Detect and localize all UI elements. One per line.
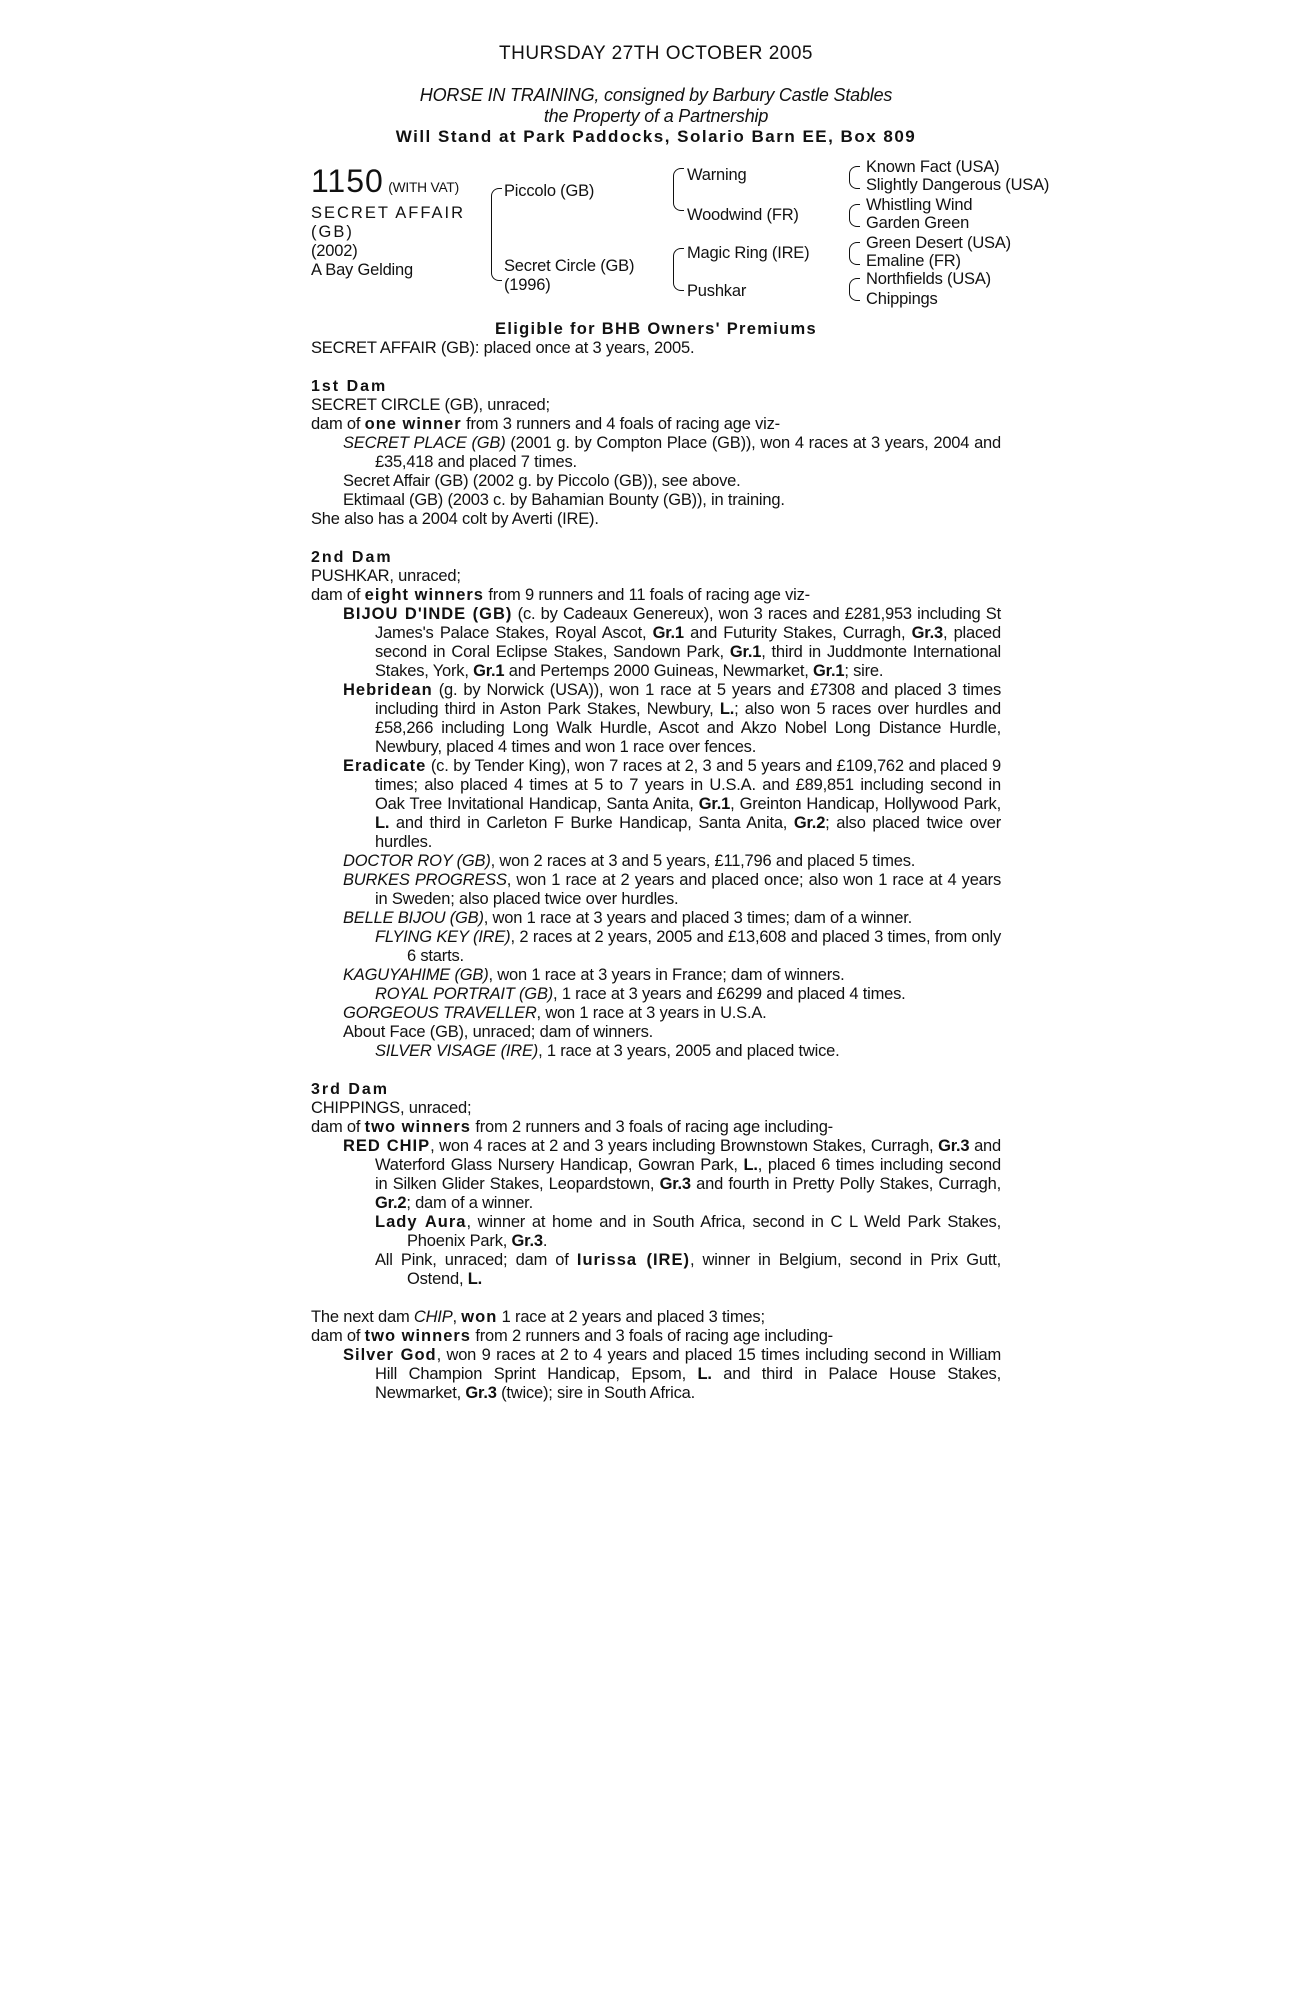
third-dam-produce: dam of two winners from 2 runners and 3 foals of racing age including- xyxy=(311,1118,833,1136)
first-dam-name: SECRET CIRCLE (GB), unraced; xyxy=(311,396,550,414)
brace-bottom xyxy=(673,266,684,291)
brace-top xyxy=(491,188,502,231)
produce-entry: Silver God, won 9 races at 2 to 4 years and placed 15 times including second in William Hill Champion Sprint Handicap, Epsom, L. and third in Palace House Stakes, Newmarket, Gr.3 (twice); sire in South Africa. xyxy=(343,1346,1001,1402)
produce-entry: Hebridean (g. by Norwick (USA)), won 1 race at 5 years and £7308 and placed 3 times including third in Aston Park Stakes, Newbury, L.; also won 5 races over hurdles and £58,266 including Long Walk Hurdle, Ascot and Akzo Nobel Long Distance Hurdle, Newbury, placed 4 times and won 1 race over fences. xyxy=(343,681,1001,756)
produce-entry: DOCTOR ROY (GB), won 2 races at 3 and 5 years, £11,796 and placed 5 times. xyxy=(343,852,916,870)
produce-entry: Lady Aura, winner at home and in South Africa, second in C L Weld Park Stakes, Phoenix Park, Gr.3. xyxy=(375,1213,1001,1250)
vat-note: (WITH VAT) xyxy=(388,180,460,195)
dam: Secret Circle (GB) xyxy=(504,257,635,275)
dds: Northfields (USA) xyxy=(866,270,991,288)
lot-number-block xyxy=(311,164,459,198)
property-line: the Property of a Partnership xyxy=(543,106,769,126)
horse-name: SECRET AFFAIR xyxy=(311,204,466,222)
sire-dam: Woodwind (FR) xyxy=(687,206,799,224)
dsd: Emaline (FR) xyxy=(866,252,961,270)
brace-bottom xyxy=(849,252,860,265)
sds: Whistling Wind xyxy=(866,196,973,214)
second-dam-name: PUSHKAR, unraced; xyxy=(311,567,461,585)
horse-year: (2002) xyxy=(311,242,358,260)
produce-entry: SILVER VISAGE (IRE), 1 race at 3 years, 2005 and placed twice. xyxy=(375,1042,840,1060)
brace-bottom xyxy=(849,214,860,227)
sdd: Garden Green xyxy=(866,214,970,232)
second-dam-produce: dam of eight winners from 9 runners and 11 foals of racing age viz- xyxy=(311,586,810,604)
produce-entry: BELLE BIJOU (GB), won 1 race at 3 years and placed 3 times; dam of a winner. xyxy=(343,909,913,927)
sale-date: THURSDAY 27TH OCTOBER 2005 xyxy=(499,43,813,64)
dam-sire: Magic Ring (IRE) xyxy=(687,244,810,262)
sire-sire: Warning xyxy=(687,166,747,184)
brace-bottom xyxy=(849,176,860,189)
third-dam-name: CHIPPINGS, unraced; xyxy=(311,1099,472,1117)
produce-entry: RED CHIP, won 4 races at 2 and 3 years including Brownstown Stakes, Curragh, Gr.3 and Waterford Glass Nursery Handicap, Gowran Park, L., placed 6 times including second in Silken Glider Stakes, Leopardstown, Gr.3 and fourth in Pretty Polly Stakes, Curragh, Gr.2; dam of a winner. xyxy=(343,1137,1002,1212)
horse-country: (GB) xyxy=(311,223,354,241)
catalogue-page xyxy=(311,43,1050,1403)
dam-dam: Pushkar xyxy=(687,282,747,300)
horse-description: A Bay Gelding xyxy=(311,261,413,279)
pedigree-table xyxy=(311,158,1050,314)
produce-entry: ROYAL PORTRAIT (GB), 1 race at 3 years and £6299 and placed 4 times. xyxy=(375,985,906,1003)
brace-bottom xyxy=(491,230,502,281)
produce-entry: Eradicate (c. by Tender King), won 7 races at 2, 3 and 5 years and £109,762 and placed 9 times; also placed 4 times at 5 to 7 years in U.S.A. and £89,851 including second in Oak Tree Invitational Handicap, Santa Anita, Gr.1, Greinton Handicap, Hollywood Park, L. and third in Carleton F Burke Handicap, Santa Anita, Gr.2; also placed twice over hurdles. xyxy=(343,757,1002,851)
first-dam-produce: dam of one winner from 3 runners and 4 foals of racing age viz- xyxy=(311,415,780,433)
produce-entry: KAGUYAHIME (GB), won 1 race at 3 years in France; dam of winners. xyxy=(343,966,845,984)
produce-entry: Secret Affair (GB) (2002 g. by Piccolo (GB)), see above. xyxy=(343,472,741,490)
produce-note: She also has a 2004 colt by Averti (IRE). xyxy=(311,510,599,528)
first-dam-heading: 1st Dam xyxy=(311,378,388,395)
sire: Piccolo (GB) xyxy=(504,182,595,200)
brace-top xyxy=(673,168,684,187)
produce-entry: Ektimaal (GB) (2003 c. by Bahamian Bounty (GB)), in training. xyxy=(343,491,785,509)
produce-entry: BIJOU D'INDE (GB) (c. by Cadeaux Genereux), won 3 races and £281,953 including St James's Palace Stakes, Royal Ascot, Gr.1 and Futurity Stakes, Curragh, Gr.3, placed second in Coral Eclipse Stakes, Sandown Park, Gr.1, third in Juddmonte International Stakes, York, Gr.1 and Pertemps 2000 Guineas, Newmarket, Gr.1; sire. xyxy=(343,605,1001,680)
sss: Known Fact (USA) xyxy=(866,158,1000,176)
produce-entry: BURKES PROGRESS, won 1 race at 2 years and placed once; also won 1 race at 4 years in Sweden; also placed twice over hurdles. xyxy=(343,871,1001,908)
lot-number: 1150 xyxy=(311,163,384,199)
produce-entry: GORGEOUS TRAVELLER, won 1 race at 3 years in U.S.A. xyxy=(343,1004,767,1022)
third-dam-heading: 3rd Dam xyxy=(311,1081,390,1098)
next-dam-line: The next dam CHIP, won 1 race at 2 years and placed 3 times; xyxy=(311,1308,765,1326)
race-summary: SECRET AFFAIR (GB): placed once at 3 years, 2005. xyxy=(311,339,695,357)
produce-entry: All Pink, unraced; dam of Iurissa (IRE), winner in Belgium, second in Prix Gutt, Ostend, L. xyxy=(375,1251,1001,1288)
second-dam-heading: 2nd Dam xyxy=(311,549,393,566)
dss: Green Desert (USA) xyxy=(866,234,1011,252)
ddd: Chippings xyxy=(866,290,938,308)
brace-bottom xyxy=(673,186,684,211)
produce-entry: SECRET PLACE (GB) (2001 g. by Compton Place (GB)), won 4 races at 3 years, 2004 and £35,418 and placed 7 times. xyxy=(343,434,1001,471)
consignor-line: HORSE IN TRAINING, consigned by Barbury Castle Stables xyxy=(419,85,893,105)
ssd: Slightly Dangerous (USA) xyxy=(866,176,1050,194)
next-dam-produce: dam of two winners from 2 runners and 3 foals of racing age including- xyxy=(311,1327,833,1345)
premium-eligibility: Eligible for BHB Owners' Premiums xyxy=(495,320,817,338)
dam-year: (1996) xyxy=(504,276,551,294)
stand-location: Will Stand at Park Paddocks, Solario Barn EE, Box 809 xyxy=(395,127,917,146)
produce-entry: About Face (GB), unraced; dam of winners. xyxy=(343,1023,654,1041)
brace-top xyxy=(673,248,684,267)
brace-bottom xyxy=(849,288,860,301)
produce-entry: FLYING KEY (IRE), 2 races at 2 years, 2005 and £13,608 and placed 3 times, from only 6 starts. xyxy=(375,928,1001,965)
